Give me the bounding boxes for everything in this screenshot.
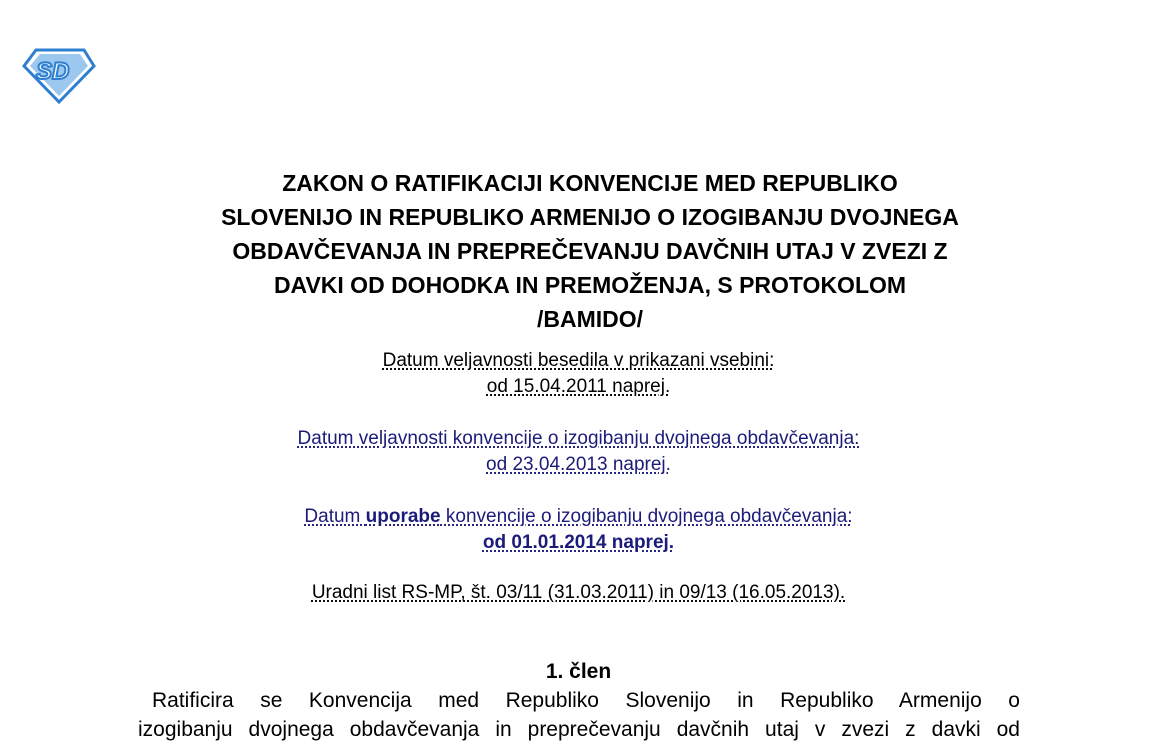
validity-convention-value-row: [0, 452, 1157, 478]
official-gazette-row: [0, 580, 1157, 606]
application-label-prefix: Datum: [304, 506, 366, 527]
application-convention-label[interactable]: [304, 506, 852, 527]
application-label-bold: uporabe: [365, 506, 441, 527]
article-body: [138, 686, 1020, 744]
title-line-5: /BAMIDO/: [536, 306, 644, 332]
article-heading: 1. člen: [545, 660, 612, 683]
validity-text-value: od 15.04.2011 naprej.: [486, 376, 671, 397]
validity-convention-label-row: [0, 426, 1157, 452]
article-line-1: Ratificira se Konvencija med Republiko Slovenijo in Republiko Armenijo o: [152, 689, 1020, 712]
application-convention-label-row: [0, 504, 1157, 530]
application-convention-value-row: [0, 530, 1157, 556]
official-gazette-reference[interactable]: Uradni list RS-MP, št. 03/11 (31.03.2011) in 09/13 (16.05.2013).: [311, 582, 846, 603]
title-line-3: OBDAVČEVANJA IN PREPREČEVANJU DAVČNIH UTAJ V ZVEZI Z: [232, 238, 948, 264]
validity-text-label: Datum veljavnosti besedila v prikazani vsebini:: [382, 350, 775, 371]
title-line-1: ZAKON O RATIFIKACIJI KONVENCIJE MED REPUBLIKO: [282, 170, 898, 196]
sd-logo-icon: [22, 48, 96, 104]
validity-convention-label[interactable]: Datum veljavnosti konvencije o izogibanju dvojnega obdavčevanja:: [297, 428, 860, 449]
title-line-2: SLOVENIJO IN REPUBLIKO ARMENIJO O IZOGIBANJU DVOJNEGA: [221, 204, 959, 230]
svg-text:SD: SD: [36, 58, 70, 85]
article-line-2: izogibanju dvojnega obdavčevanja in preprečevanju davčnih utaj v zvezi z davki od: [138, 718, 1020, 741]
title-line-4: DAVKI OD DOHODKA IN PREMOŽENJA, S PROTOKOLOM: [273, 272, 907, 298]
validity-convention-value[interactable]: od 23.04.2013 naprej.: [486, 454, 671, 475]
validity-text-label-row: [0, 348, 1157, 374]
application-convention-value[interactable]: od 01.01.2014 naprej.: [482, 532, 675, 553]
application-label-suffix: konvencije o izogibanju dvojnega obdavčevanja:: [440, 506, 853, 527]
validity-text-value-row: [0, 374, 1157, 400]
document-title: [120, 166, 1060, 336]
